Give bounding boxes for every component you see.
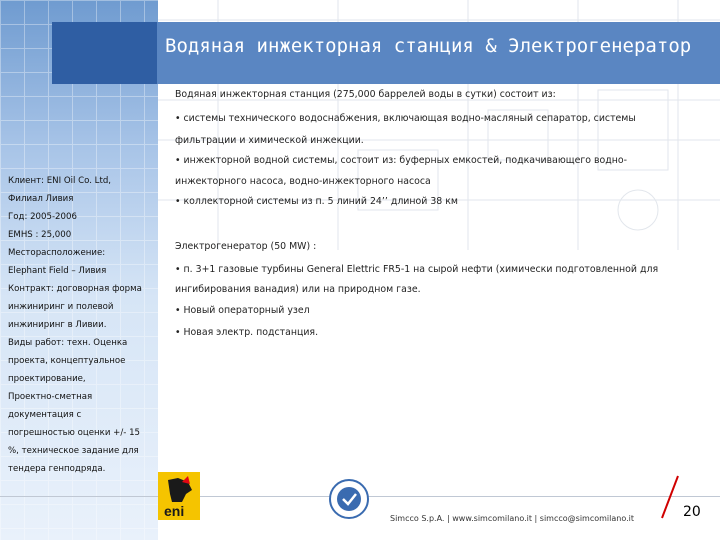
main-text-line: инжекторного насоса, водно-инжекторного насоса (175, 176, 431, 187)
main-text-line: фильтрации и химической инжекции. (175, 135, 364, 146)
main-text-line: • системы технического водоснабжения, включающая водно-масляный сепаратор, системы (175, 113, 636, 124)
sidebar-text-line: Контракт: договорная форма (8, 284, 142, 294)
sidebar-text-line: Виды работ: техн. Оценка (8, 338, 128, 348)
main-text-line: • Новая электр. подстанция. (175, 327, 319, 338)
sidebar-text-line: погрешностью оценки +/- 15 (8, 428, 141, 438)
dog-logo-icon (158, 472, 200, 520)
sidebar-text-line: Проектно-сметная (8, 392, 93, 402)
main-text-line: • инжекторной водной системы, состоит из: буферных емкостей, подкачивающего водно- (175, 155, 628, 166)
sidebar-text-line: Elephant Field – Ливия (8, 266, 107, 276)
main-text-line: • п. 3+1 газовые турбины General Elettric FR5-1 на сырой нефти (химически подготовленной для (175, 264, 659, 275)
sidebar-text-line: Филиал Ливия (8, 194, 74, 204)
main-text-line: Электрогенератор (50 MW) : (175, 241, 317, 252)
eni-logo (158, 472, 200, 520)
sidebar-text-line: Клиент: ENI Oil Co. Ltd, (8, 176, 112, 186)
certification-badge-icon (328, 478, 370, 520)
footer-contact: Simcco S.p.A. | www.simcomilano.it | simcco@simcomilano.it (390, 514, 635, 523)
main-text-line: ингибирования ванадия) или на природном газе. (175, 284, 421, 295)
main-text-line: Водяная инжекторная станция (275,000 баррелей воды в сутки) состоит из: (175, 89, 556, 100)
sidebar-text-line: EMHS : 25,000 (8, 230, 72, 240)
eni-logo-text: eni (164, 503, 185, 519)
title-band-accent (52, 22, 157, 84)
footer-decoration (660, 474, 680, 520)
slide-title: Водяная инжекторная станция & Электрогенератор (165, 35, 692, 57)
sidebar-text-line: тендера генподряда. (8, 464, 106, 474)
sidebar-text-line: документация с (8, 410, 82, 420)
sidebar-text-line: Месторасположение: (8, 248, 106, 258)
sidebar-text-line: проекта, концептуальное (8, 356, 126, 366)
page-number: 20 (683, 504, 701, 520)
sidebar-text-line: инжиниринг и полевой (8, 302, 114, 312)
main-text-line: • коллекторной системы из п. 5 линий 24’’ длиной 38 км (175, 196, 458, 207)
sidebar-text-line: Год: 2005-2006 (8, 212, 77, 222)
sidebar-text-line: проектирование, (8, 374, 86, 384)
sidebar-text-line: инжиниринг в Ливии. (8, 320, 107, 330)
sidebar-text-line: %, техническое задание для (8, 446, 139, 456)
main-text-line: • Новый операторный узел (175, 305, 310, 316)
